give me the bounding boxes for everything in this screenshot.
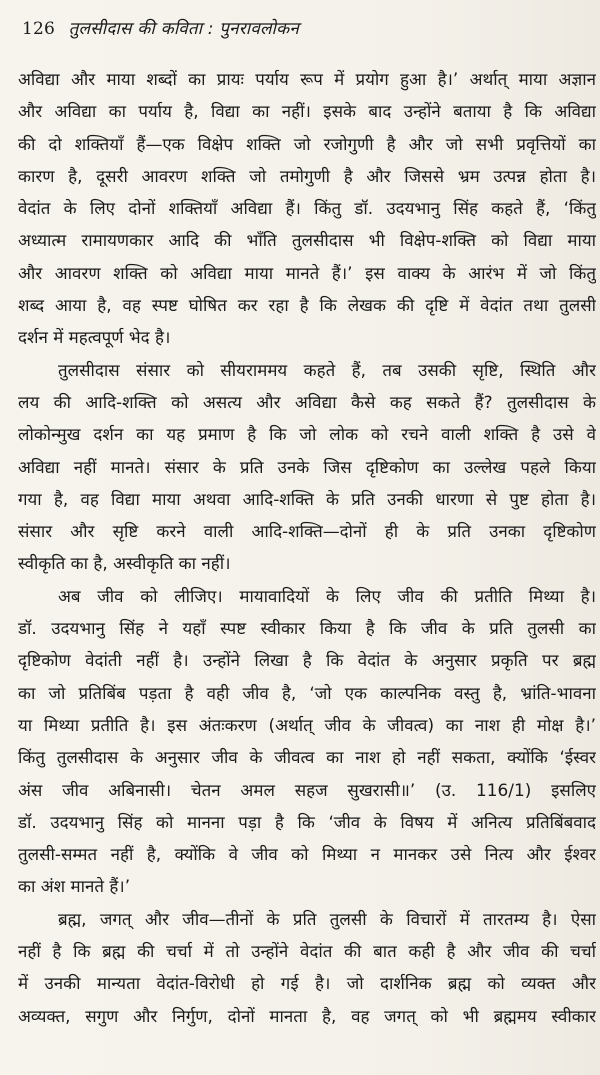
text-line: का जो प्रतिबिंब पड़ता है वही जीव है, ‘जो एक काल्पनिक वस्तु है, भ्रांति-भावना (18, 682, 596, 703)
text-line: अध्यात्म रामायणकार आदि की भाँति तुलसीदास भी विक्षेप-शक्ति को विद्या माया (18, 230, 596, 251)
text-line: शब्द आया है, वह स्पष्ट घोषित कर रहा है कि लेखक की दृष्टि में वेदांत तथा तुलसी (18, 295, 596, 316)
text-line: और आवरण शक्ति को अविद्या माया मानते हैं।’ इस वाक्य के आरंभ में जो किंतु (18, 262, 596, 283)
text-line: और अविद्या का पर्याय है, विद्या का नहीं। इसके बाद उन्होंने बताया है कि अविद्या (18, 101, 596, 122)
page-number: 126 (22, 19, 56, 39)
text-line: में उनकी मान्यता वेदांत-विरोधी हो गई है। जो दार्शनिक ब्रह्म को व्यक्त और (18, 973, 596, 994)
text-line: वेदांत के लिए दोनों शक्तियाँ अविद्या हैं। किंतु डॉ. उदयभानु सिंह कहते हैं, ‘किंतु (18, 198, 596, 219)
book-title: तुलसीदास की कविता : पुनरावलोकन (68, 19, 300, 39)
text-line: अंस जीव अबिनासी। चेतन अमल सहज सुखरासी॥’ (उ. 116/1) इसलिए (18, 779, 596, 800)
paragraph-first-line: अब जीव को लीजिए। मायावादियों के लिए जीव की प्रतीति मिथ्या है। (58, 585, 596, 606)
body-text (18, 63, 596, 1032)
text-line: कारण है, दूसरी आवरण शक्ति जो तमोगुणी है और जिससे भ्रम उत्पन्न होता है। (18, 165, 596, 186)
text-line: किंतु तुलसीदास के अनुसार जीव के जीवत्व का नाश हो नहीं सकता, क्योंकि ‘ईस्वर (18, 747, 596, 768)
text-line: का अंश मानते हैं।’ (18, 876, 131, 897)
paragraph-first-line: ब्रह्म, जगत् और जीव—तीनों के प्रति तुलसी के विचारों में तारतम्य है। ऐसा (58, 908, 596, 929)
text-line: दृष्टिकोण वेदांती नहीं है। उन्होंने लिखा है कि वेदांत के अनुसार प्रकृति पर ब्रह्म (18, 650, 596, 671)
text-line: दर्शन में महत्वपूर्ण भेद है। (18, 327, 171, 348)
text-line: गया है, वह विद्या माया अथवा आदि-शक्ति के प्रति उनकी धारणा से पुष्ट होता है। (18, 488, 596, 509)
text-line: लय की आदि-शक्ति को असत्य और अविद्या कैसे कह सकते हैं? तुलसीदास के (18, 391, 596, 412)
text-line: या मिथ्या प्रतीति है। इस अंतःकरण (अर्थात् जीव के जीवत्व) का नाश ही मोक्ष है।’ (18, 714, 596, 735)
text-line: तुलसी-सम्मत नहीं है, क्योंकि वे जीव को मिथ्या न मानकर उसे नित्य और ईश्वर (18, 844, 596, 865)
text-line: संसार और सृष्टि करने वाली आदि-शक्ति—दोनों ही के प्रति उनका दृष्टिकोण (18, 521, 596, 542)
text-line: डॉ. उदयभानु सिंह को मानना पड़ा है कि ‘जीव के विषय में अनित्य प्रतिबिंबवाद (18, 811, 596, 832)
running-head (22, 18, 299, 40)
text-line: डॉ. उदयभानु सिंह ने यहाँ स्पष्ट स्वीकार किया है कि जीव के प्रति तुलसी का (18, 618, 596, 639)
text-line: स्वीकृति का है, अस्वीकृति का नहीं। (18, 553, 231, 574)
text-line: अविद्या और माया शब्दों का प्रायः पर्याय रूप में प्रयोग हुआ है।’ अर्थात् माया अज्ञान (18, 69, 596, 89)
text-line: लोकोन्मुख दर्शन का यह प्रमाण है कि जो लोक को रचने वाली शक्ति है उसे वे (18, 424, 596, 445)
text-line: नहीं है कि ब्रह्म की चर्चा में तो उन्होंने वेदांत की बात कही है और जीव की चर्चा (18, 941, 596, 962)
text-line: की दो शक्तियाँ हैं—एक विक्षेप शक्ति जो रजोगुणी है और जो सभी प्रवृत्तियों का (18, 133, 596, 154)
text-line: अव्यक्त, सगुण और निर्गुण, दोनों मानता है, वह जगत् को भी ब्रह्ममय स्वीकार (18, 1005, 596, 1026)
paragraph-first-line: तुलसीदास संसार को सीयराममय कहते हैं, तब उसकी सृष्टि, स्थिति और (58, 359, 596, 380)
text-line: अविद्या नहीं मानते। संसार के प्रति उनके जिस दृष्टिकोण का उल्लेख पहले किया (18, 456, 596, 477)
